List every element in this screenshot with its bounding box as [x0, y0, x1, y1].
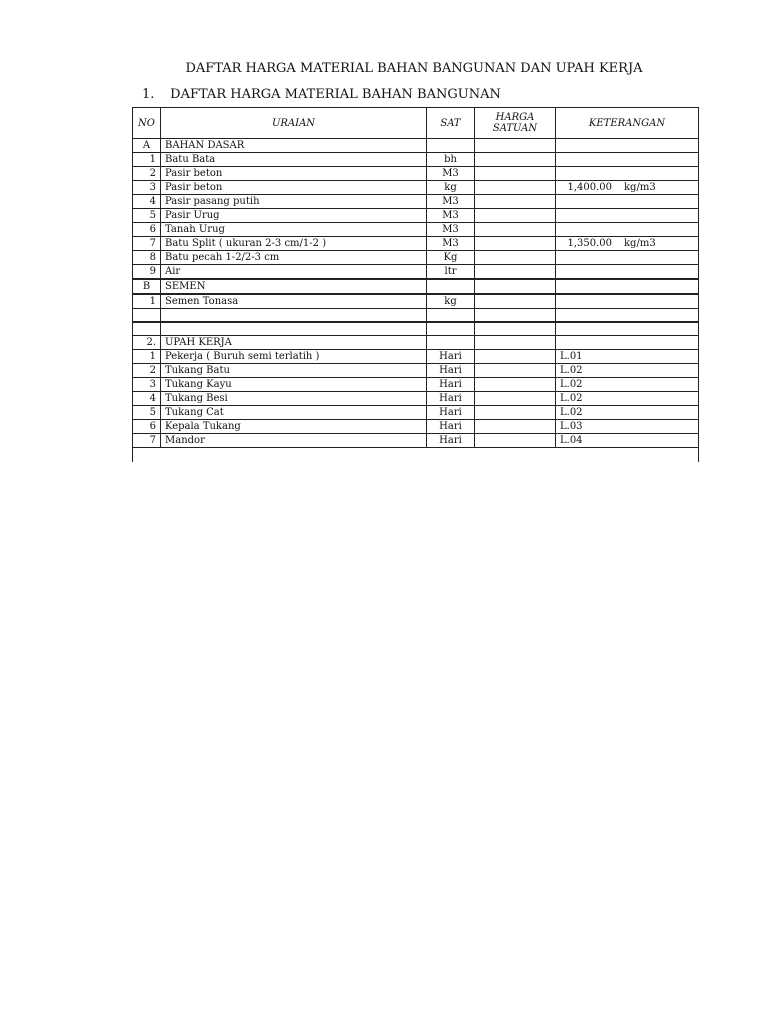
row-uraian: Pasir pasang putih [161, 195, 427, 209]
row-sat: Hari [427, 420, 475, 434]
header-uraian: URAIAN [161, 108, 427, 139]
table-cell [556, 139, 699, 153]
table-row [133, 153, 699, 167]
table-row [133, 378, 699, 392]
row-keterangan: L.03 [556, 420, 699, 434]
header-harga-satuan [475, 108, 556, 139]
table-cell [556, 279, 699, 294]
row-harga [475, 251, 556, 265]
group-row [133, 139, 699, 153]
header-sat: SAT [427, 108, 475, 139]
row-sat: ltr [427, 265, 475, 280]
group-code: A [133, 139, 161, 153]
row-keterangan [556, 167, 699, 181]
row-sat: Hari [427, 406, 475, 420]
row-harga [475, 420, 556, 434]
row-uraian: Semen Tonasa [161, 294, 427, 309]
table-cell [427, 322, 475, 336]
row-no: 4 [133, 195, 161, 209]
price-table [132, 107, 699, 462]
row-uraian: Tukang Cat [161, 406, 427, 420]
table-row-empty [133, 309, 699, 323]
row-uraian: Batu Bata [161, 153, 427, 167]
section-heading [142, 87, 501, 102]
row-keterangan [556, 237, 699, 251]
table-row-empty [133, 322, 699, 336]
row-keterangan: L.02 [556, 364, 699, 378]
row-no: 9 [133, 265, 161, 280]
table-cell [427, 279, 475, 294]
ket-unit: kg/m3 [624, 238, 656, 249]
row-sat: Hari [427, 364, 475, 378]
table-cell [556, 322, 699, 336]
table-cell [475, 139, 556, 153]
ket-unit: kg/m3 [624, 182, 656, 193]
table-row [133, 392, 699, 406]
header-harga-line1: HARGA [495, 112, 535, 123]
row-uraian: Pasir Urug [161, 209, 427, 223]
row-no: 1 [133, 350, 161, 364]
row-uraian: Mandor [161, 434, 427, 448]
table-row [133, 294, 699, 309]
header-no: NO [133, 108, 161, 139]
row-no: 5 [133, 209, 161, 223]
row-sat: M3 [427, 237, 475, 251]
row-no: 2 [133, 167, 161, 181]
row-sat: Hari [427, 378, 475, 392]
row-keterangan [556, 251, 699, 265]
table-cell [161, 309, 427, 323]
row-harga [475, 167, 556, 181]
header-keterangan: KETERANGAN [556, 108, 699, 139]
row-uraian: Pasir beton [161, 181, 427, 195]
row-no: 2 [133, 364, 161, 378]
table-cell [475, 322, 556, 336]
table-row [133, 167, 699, 181]
table-row [133, 350, 699, 364]
table-row [133, 195, 699, 209]
row-sat: kg [427, 181, 475, 195]
group-code: 2. [133, 336, 161, 350]
row-uraian: Tanah Urug [161, 223, 427, 237]
row-harga [475, 223, 556, 237]
row-no: 6 [133, 223, 161, 237]
table-row [133, 420, 699, 434]
row-sat: kg [427, 294, 475, 309]
row-keterangan: L.02 [556, 392, 699, 406]
row-no: 4 [133, 392, 161, 406]
table-row [133, 251, 699, 265]
row-keterangan [556, 223, 699, 237]
row-uraian: Kepala Tukang [161, 420, 427, 434]
row-sat: M3 [427, 167, 475, 181]
row-sat: Hari [427, 392, 475, 406]
row-no: 1 [133, 153, 161, 167]
row-uraian: Batu Split ( ukuran 2-3 cm/1-2 ) [161, 237, 427, 251]
row-keterangan: L.04 [556, 434, 699, 448]
row-sat: Hari [427, 434, 475, 448]
table-cell [556, 336, 699, 350]
row-no: 3 [133, 181, 161, 195]
row-harga [475, 181, 556, 195]
table-row [133, 364, 699, 378]
table-cell [427, 139, 475, 153]
row-keterangan [556, 181, 699, 195]
row-harga [475, 294, 556, 309]
row-no: 6 [133, 420, 161, 434]
table-cell [427, 309, 475, 323]
table-cell [475, 279, 556, 294]
row-harga [475, 195, 556, 209]
table-cell [133, 448, 699, 463]
row-sat: Kg [427, 251, 475, 265]
row-uraian: Pekerja ( Buruh semi terlatih ) [161, 350, 427, 364]
row-uraian: Air [161, 265, 427, 280]
row-harga [475, 265, 556, 280]
row-keterangan [556, 195, 699, 209]
ket-value: 1,400.00 [567, 182, 612, 193]
table-cell [556, 309, 699, 323]
row-keterangan [556, 209, 699, 223]
row-harga [475, 392, 556, 406]
row-harga [475, 209, 556, 223]
group-label: UPAH KERJA [161, 336, 427, 350]
table-cell [133, 322, 161, 336]
row-uraian: Tukang Besi [161, 392, 427, 406]
table-row [133, 223, 699, 237]
row-harga [475, 406, 556, 420]
row-keterangan: L.01 [556, 350, 699, 364]
table-row-empty [133, 448, 699, 463]
section-heading-text: DAFTAR HARGA MATERIAL BAHAN BANGUNAN [170, 87, 501, 102]
row-uraian: Tukang Kayu [161, 378, 427, 392]
row-no: 7 [133, 434, 161, 448]
row-no: 5 [133, 406, 161, 420]
row-no: 1 [133, 294, 161, 309]
table-cell [133, 309, 161, 323]
row-harga [475, 378, 556, 392]
row-uraian: Tukang Batu [161, 364, 427, 378]
row-harga [475, 434, 556, 448]
group-label: SEMEN [161, 279, 427, 294]
row-keterangan: L.02 [556, 378, 699, 392]
ket-value: 1,350.00 [567, 238, 612, 249]
table-row [133, 265, 699, 280]
row-sat: M3 [427, 195, 475, 209]
row-keterangan: L.02 [556, 406, 699, 420]
row-keterangan [556, 294, 699, 309]
row-sat: M3 [427, 209, 475, 223]
table-row [133, 434, 699, 448]
row-sat: Hari [427, 350, 475, 364]
row-no: 3 [133, 378, 161, 392]
group-code: B [133, 279, 161, 294]
table-header-row [133, 108, 699, 139]
table-cell [475, 309, 556, 323]
page-title: DAFTAR HARGA MATERIAL BAHAN BANGUNAN DAN UPAH KERJA [185, 61, 643, 76]
row-no: 8 [133, 251, 161, 265]
group-row [133, 336, 699, 350]
group-label: BAHAN DASAR [161, 139, 427, 153]
table-cell [161, 322, 427, 336]
row-uraian: Pasir beton [161, 167, 427, 181]
row-sat: M3 [427, 223, 475, 237]
row-no: 7 [133, 237, 161, 251]
group-row [133, 279, 699, 294]
row-harga [475, 350, 556, 364]
row-uraian: Batu pecah 1-2/2-3 cm [161, 251, 427, 265]
row-keterangan [556, 153, 699, 167]
table-row [133, 406, 699, 420]
table-row [133, 181, 699, 195]
row-sat: bh [427, 153, 475, 167]
section-number: 1. [142, 87, 155, 102]
table-cell [475, 336, 556, 350]
row-keterangan [556, 265, 699, 280]
table-row [133, 237, 699, 251]
table-row [133, 209, 699, 223]
row-harga [475, 364, 556, 378]
row-harga [475, 153, 556, 167]
table-cell [427, 336, 475, 350]
row-harga [475, 237, 556, 251]
header-harga-line2: SATUAN [492, 123, 538, 134]
